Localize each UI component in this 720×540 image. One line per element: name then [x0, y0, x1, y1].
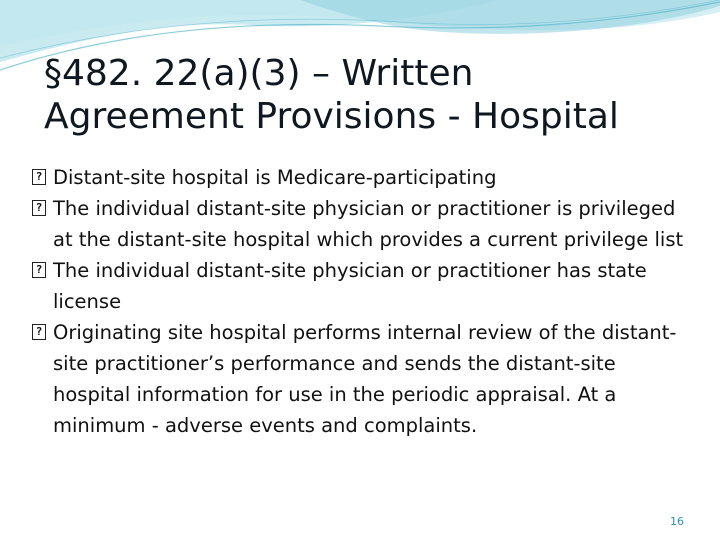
- page-number: 16: [670, 515, 684, 528]
- bullet-text: Originating site hospital performs internal review of the distant-site practitioner’s performance and sends the distant-site hospital information for use in the periodic appraisal. At a minimum - adverse events and complaints.: [53, 321, 677, 437]
- bullet-text: Distant-site hospital is Medicare-participating: [53, 166, 497, 189]
- missing-glyph-bullet-icon: [32, 200, 46, 216]
- slide-title-line-2: Agreement Provisions - Hospital: [44, 96, 619, 137]
- bullet-item-internal-review: [32, 317, 692, 441]
- missing-glyph-bullet-icon: [32, 324, 46, 340]
- bullet-text: The individual distant-site physician or practitioner is privileged at the distant-site hospital which provides a current privilege list: [53, 197, 684, 251]
- missing-glyph-bullet-icon: [32, 262, 46, 278]
- bullet-list: [32, 162, 692, 441]
- bullet-item-privileged: [32, 193, 692, 255]
- bullet-text: The individual distant-site physician or practitioner has state license: [53, 259, 647, 313]
- bullet-item-state-license: [32, 255, 692, 317]
- slide-title: [44, 52, 694, 138]
- missing-glyph-bullet-icon: [32, 169, 46, 185]
- bullet-item-medicare-participating: [32, 162, 692, 193]
- slide-title-line-1: §482. 22(a)(3) – Written: [44, 53, 474, 94]
